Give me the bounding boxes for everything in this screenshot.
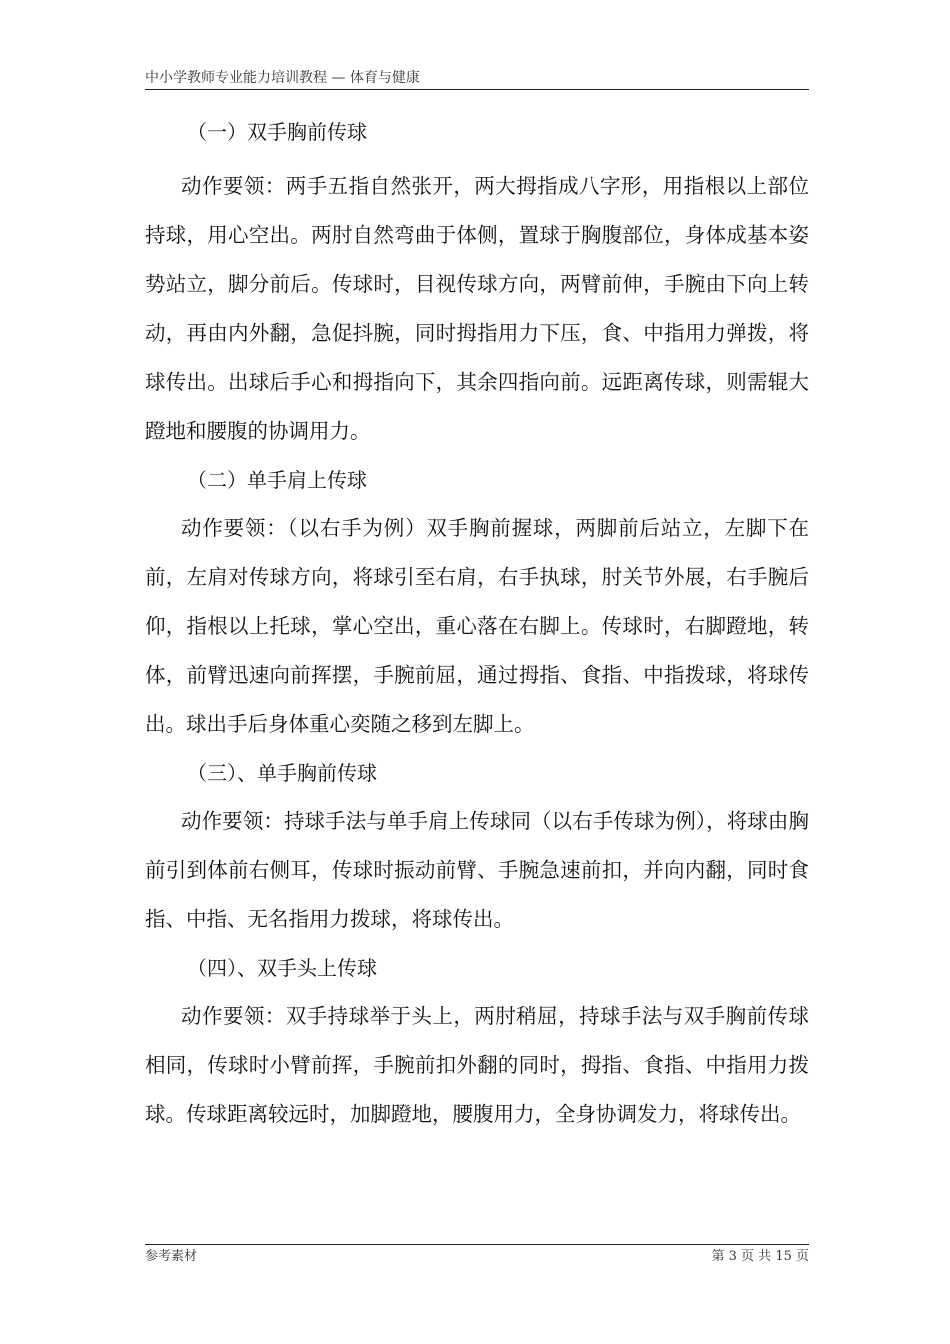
section-paragraph: 动作要领：持球手法与单手肩上传球同（以右手传球为例），将球由胸前引到体前右侧耳，传球时振动前臂、手腕急速前扣，并向内翻，同时食指、中指、无名指用力拨球，将球传出。 (145, 809, 809, 931)
running-header: 中小学教师专业能力培训教程 — 体育与健康 (145, 70, 420, 86)
header-rule (145, 89, 809, 90)
section-title: （一）双手胸前传球 (187, 120, 367, 144)
page-body (145, 108, 809, 1139)
section-title: （三）、单手胸前传球 (187, 761, 377, 785)
footer-label: 参考素材 (145, 1249, 198, 1264)
section-title: （四）、双手头上传球 (187, 956, 377, 980)
page-number: 第 3 页 共 15 页 (711, 1249, 809, 1264)
section-paragraph: 动作要领：双手持球举于头上，两肘稍屈，持球手法与双手胸前传球相同，传球时小臂前挥，手腕前扣外翻的同时，拇指、食指、中指用力拨球。传球距离较远时，加脚蹬地，腰腹用力，全身协调发力，将球传出。 (145, 1004, 809, 1126)
section-title: （二）单手肩上传球 (187, 468, 367, 492)
section-paragraph: 动作要领：（以右手为例）双手胸前握球，两脚前后站立，左脚下在前，左肩对传球方向，将球引至右肩，右手执球，肘关节外展，右手腕后仰，指根以上托球，掌心空出，重心落在右脚上。传球时，右脚蹬地，转体，前臂迅速向前挥摆，手腕前屈，通过拇指、食指、中指拨球，将球传出。球出手后身体重心奕随之移到左脚上。 (145, 516, 809, 736)
section-paragraph: 动作要领：两手五指自然张开，两大拇指成八字形，用指根以上部位持球，用心空出。两肘自然弯曲于体侧，置球于胸腹部位，身体成基本姿势站立，脚分前后。传球时，目视传球方向，两臂前伸，手腕由下向上转动，再由内外翻，急促抖腕，同时拇指用力下压，食、中指用力弹拨，将球传出。出球后手心和拇指向下，其余四指向前。远距离传球，则需辊大蹬地和腰腹的协调用力。 (145, 174, 809, 443)
footer-rule (145, 1244, 809, 1245)
